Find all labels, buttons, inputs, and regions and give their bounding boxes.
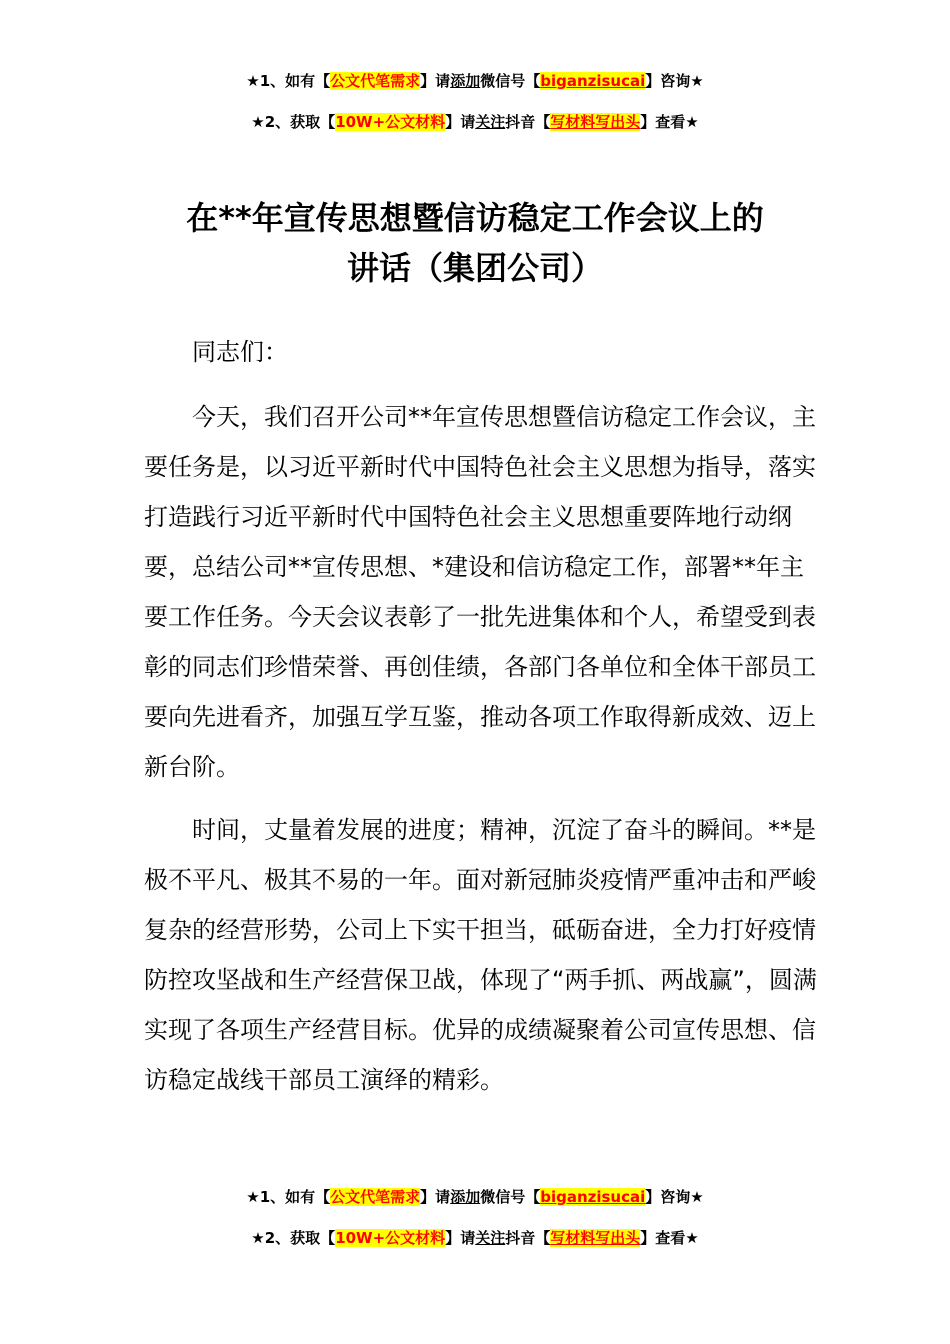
notice-text: 】请 (445, 1229, 476, 1247)
notice-text: 微信号【 (480, 1188, 541, 1206)
notice-text: 抖音【 (505, 1229, 551, 1247)
document-title-line-1: 在**年宣传思想暨信访稳定工作会议上的 (186, 199, 764, 237)
wechat-id-highlight: biganzisucai (540, 1188, 646, 1206)
top-notice-line-1 (0, 70, 950, 92)
top-notice-line-2 (0, 111, 950, 133)
notice-text: 】请 (420, 72, 451, 90)
douyin-id-highlight: 写材料写出头 (550, 1229, 641, 1247)
notice-text: 】请 (445, 113, 476, 131)
notice-prefix: ★2、获取【 (251, 113, 336, 131)
notice-suffix: 】查看★ (640, 113, 699, 131)
notice-prefix: ★2、获取【 (251, 1229, 336, 1247)
bottom-notice-line-1 (0, 1186, 950, 1208)
notice-suffix: 】咨询★ (645, 1188, 704, 1206)
salutation: 同志们： (192, 338, 288, 366)
wechat-id-highlight: biganzisucai (540, 72, 646, 90)
notice-text: 】请 (420, 1188, 451, 1206)
notice-text: 微信号【 (480, 72, 541, 90)
notice-highlight: 公文代笔需求 (330, 1188, 421, 1206)
notice-underlined: 添加 (450, 72, 481, 90)
document-title-line-2: 讲话（集团公司） (346, 249, 603, 287)
notice-suffix: 】咨询★ (645, 72, 704, 90)
bottom-notice-line-2 (0, 1227, 950, 1249)
notice-highlight: 公文代笔需求 (330, 72, 421, 90)
notice-underlined: 关注 (475, 1229, 506, 1247)
notice-underlined: 关注 (475, 113, 506, 131)
douyin-id-highlight: 写材料写出头 (550, 113, 641, 131)
body-paragraph-1: 今天，我们召开公司**年宣传思想暨信访稳定工作会议，主要任务是，以习近平新时代中国特色社会主义思想为指导，落实打造践行习近平新时代中国特色社会主义思想重要阵地行动纲要，总结公司**宣传思想、*建设和信访稳定工作，部署**年主要工作任务。今天会议表彰了一批先进集体和个人，希望受到表彰的同志们珍惜荣誉、再创佳绩，各部门各单位和全体干部员工要向先进看齐，加强互学互鉴，推动各项工作取得新成效、迈上新台阶。 (144, 403, 816, 781)
notice-suffix: 】查看★ (640, 1229, 699, 1247)
notice-prefix: ★1、如有【 (246, 1188, 331, 1206)
notice-highlight: 10W+公文材料 (335, 1229, 446, 1247)
notice-text: 抖音【 (505, 113, 551, 131)
notice-prefix: ★1、如有【 (246, 72, 331, 90)
notice-highlight: 10W+公文材料 (335, 113, 446, 131)
notice-underlined: 添加 (450, 1188, 481, 1206)
body-paragraph-2: 时间，丈量着发展的进度；精神，沉淀了奋斗的瞬间。**是极不平凡、极其不易的一年。面对新冠肺炎疫情严重冲击和严峻复杂的经营形势，公司上下实干担当，砥砺奋进，全力打好疫情防控攻坚战和生产经营保卫战，体现了“两手抓、两战赢”，圆满实现了各项生产经营目标。优异的成绩凝聚着公司宣传思想、信访稳定战线干部员工演绎的精彩。 (144, 816, 817, 1094)
